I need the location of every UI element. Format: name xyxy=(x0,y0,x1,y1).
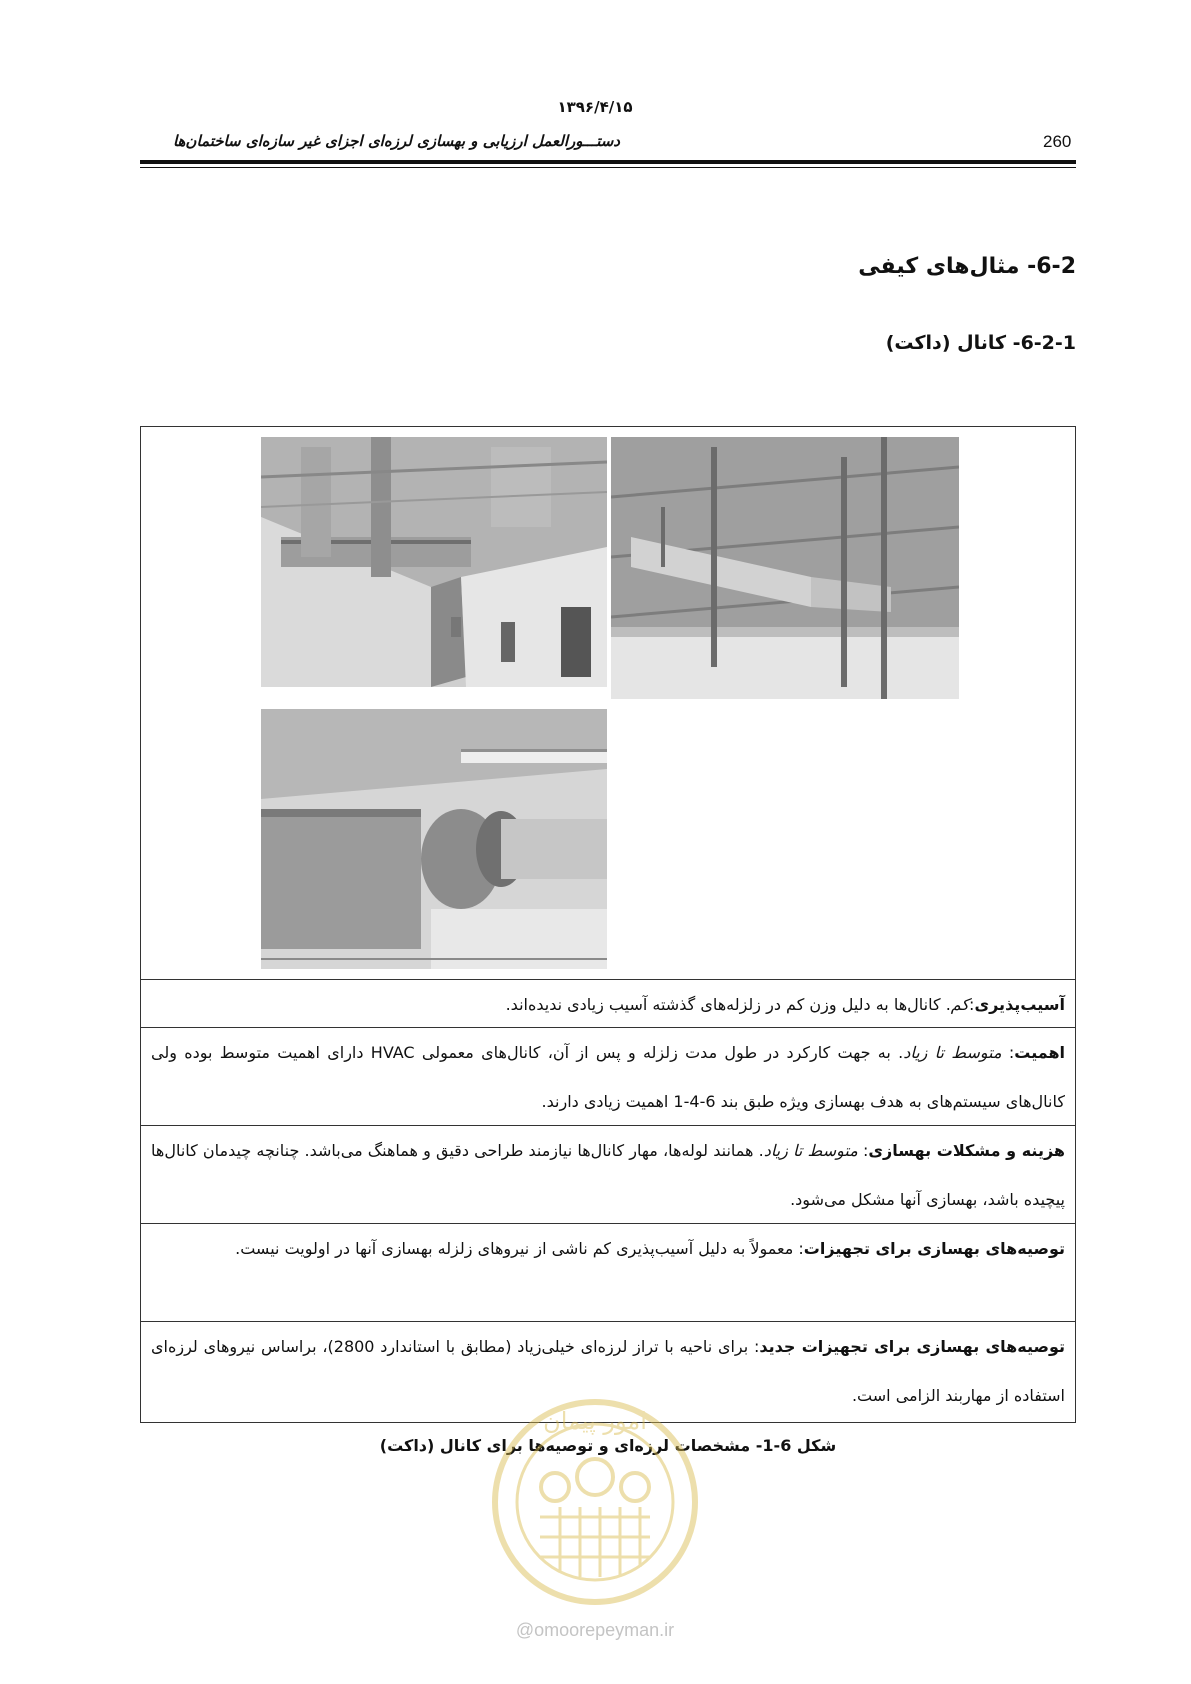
importance-text: به جهت کارکرد در طول مدت زلزله و پس از آن، کانال‌های معمولی HVAC دارای اهمیت متوسط بوده ولی کانال‌های سیستم‌های به هدف بهسازی ویژه طبق بند 6-4-1 اهمیت زیادی دارند. xyxy=(151,1043,1065,1111)
importance-row: اهمیت: متوسط تا زیاد. به جهت کارکرد در طول مدت زلزله و پس از آن، کانال‌های معمولی HVAC دارای اهمیت متوسط بوده ولی کانال‌های سیستم‌های به هدف بهسازی ویژه طبق بند 6-4-1 اهمیت زیادی دارند. xyxy=(141,1028,1075,1126)
photo-block xyxy=(141,427,1075,980)
corridor-duct-photo xyxy=(261,437,607,687)
stamp-watermark-logo xyxy=(480,1387,710,1617)
header-rule-thin xyxy=(140,167,1076,168)
figure-frame xyxy=(140,426,1076,1423)
existing-equipment-row: توصیه‌های بهسازی برای تجهیزات: معمولاً به دلیل آسیب‌پذیری کم ناشی از نیروهای زلزله بهسازی آنها در اولویت نیست. xyxy=(141,1224,1075,1322)
ceiling-hanger-duct-photo xyxy=(611,437,959,699)
page-number: 260 xyxy=(1043,132,1072,151)
vulnerability-level: کم xyxy=(950,995,970,1014)
cost-text: همانند لوله‌ها، مهار کانال‌ها نیازمند طراحی دقیق و هماهنگ می‌باشد. چنانچه چیدمان کانال‌ها پیچیده باشد، بهسازی آنها مشکل می‌شود. xyxy=(151,1141,1065,1209)
figure-caption: شکل 6-1- مشخصات لرزه‌ای و توصیه‌ها برای کانال (داکت) xyxy=(379,1436,837,1455)
header-rule xyxy=(140,160,1076,164)
round-duct-photo xyxy=(261,709,607,969)
existing-equipment-label: توصیه‌های بهسازی برای تجهیزات xyxy=(803,1239,1065,1258)
vulnerability-label: آسیب‌پذیری xyxy=(974,995,1065,1014)
new-equipment-row: توصیه‌های بهسازی برای تجهیزات جدید: برای ناحیه با تراز لرزه‌ای خیلی‌زیاد (مطابق با استاندارد 2800)، براساس نیروهای لرزه‌ای استفاده از مهاربند الزامی است. xyxy=(151,1337,1065,1405)
running-header-title: دستـــورالعمل ارزیابی و بهسازی لرزه‌ای اجزای غیر سازه‌ای ساختمان‌ها xyxy=(172,132,620,150)
cost-level: متوسط تا زیاد xyxy=(763,1141,858,1160)
section-heading: 6-2- مثال‌های کیفی xyxy=(858,254,1076,279)
new-equipment-label: توصیه‌های بهسازی برای تجهیزات جدید xyxy=(759,1337,1065,1356)
new-equipment-text: برای ناحیه با تراز لرزه‌ای خیلی‌زیاد (مطابق با استاندارد 2800)، براساس نیروهای لرزه‌ای استفاده از مهاربند الزامی است. xyxy=(151,1337,1065,1405)
cost-row: هزینه و مشکلات بهسازی: متوسط تا زیاد. همانند لوله‌ها، مهار کانال‌ها نیازمند طراحی دقیق و هماهنگ می‌باشد. چنانچه چیدمان کانال‌ها پیچیده باشد، بهسازی آنها مشکل می‌شود. xyxy=(141,1126,1075,1224)
stamp-text: امور پیمان xyxy=(543,1407,647,1435)
existing-equipment-text: معمولاً به دلیل آسیب‌پذیری کم ناشی از نیروهای زلزله بهسازی آنها در اولویت نیست. xyxy=(235,1239,794,1258)
vulnerability-text: کانال‌ها به دلیل وزن کم در زلزله‌های گذشته آسیب زیادی ندیده‌اند. xyxy=(505,995,941,1014)
importance-label: اهمیت xyxy=(1014,1043,1066,1062)
watermark-url: @omoorepeyman.ir xyxy=(515,1620,675,1640)
importance-level: متوسط تا زیاد xyxy=(903,1043,1002,1062)
vulnerability-row: آسیب‌پذیری:کم. کانال‌ها به دلیل وزن کم در زلزله‌های گذشته آسیب زیادی ندیده‌اند. xyxy=(141,980,1075,1028)
document-date: ۱۳۹۶/۴/۱۵ xyxy=(557,98,633,116)
cost-label: هزینه و مشکلات بهسازی xyxy=(868,1141,1066,1160)
subsection-heading: 6-2-1- کانال (داکت) xyxy=(885,332,1076,354)
